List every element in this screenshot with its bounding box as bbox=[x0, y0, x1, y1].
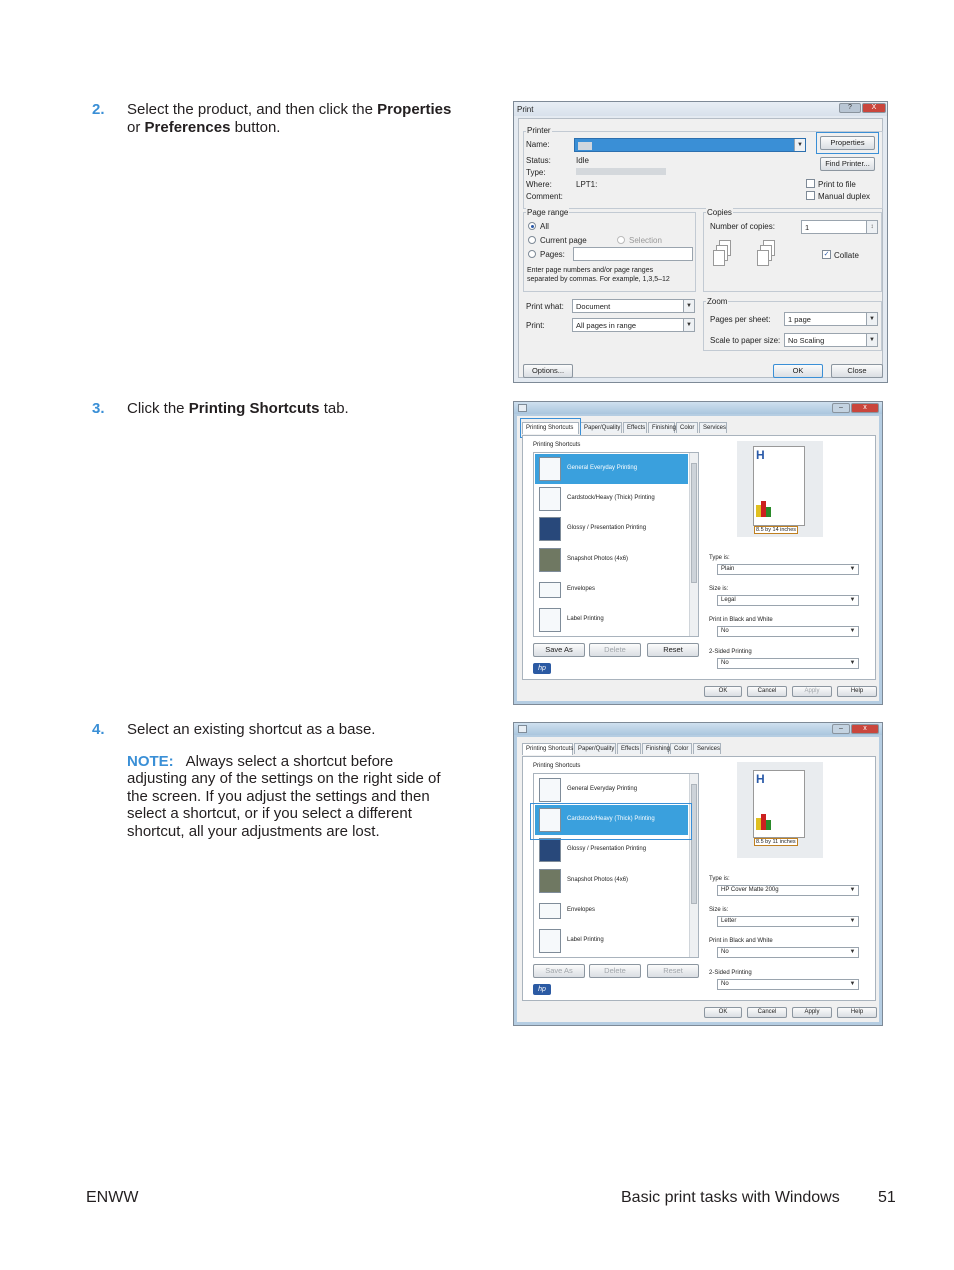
collate-label: Collate bbox=[834, 251, 859, 260]
reset-button[interactable]: Reset bbox=[647, 964, 699, 978]
close-icon[interactable]: X bbox=[862, 103, 886, 113]
manual-duplex-checkbox[interactable] bbox=[806, 191, 815, 200]
list-item-label: General Everyday Printing bbox=[567, 786, 638, 792]
list-item[interactable] bbox=[535, 454, 688, 484]
note-text: Always select a shortcut before adjusting any of the settings on the right side of the screen. If you adjust the settings and then select a shortcut, or if you select a different shortcut, all your adjustments are lost. bbox=[127, 752, 441, 840]
size-label: Size is: bbox=[709, 907, 729, 913]
hp-logo: hp bbox=[533, 663, 551, 674]
scroll-thumb[interactable] bbox=[691, 463, 697, 583]
title-bar bbox=[514, 102, 887, 116]
photo-icon bbox=[539, 869, 561, 893]
printer-name-select[interactable] bbox=[574, 138, 806, 152]
pages-radio[interactable] bbox=[528, 250, 536, 258]
list-item-label: Label Printing bbox=[567, 937, 604, 943]
document-icon bbox=[539, 487, 561, 511]
print-to-file-label: Print to file bbox=[818, 180, 856, 189]
scrollbar[interactable] bbox=[689, 774, 698, 957]
chevron-down-icon: ▼ bbox=[794, 139, 805, 151]
step-text-part: button. bbox=[230, 118, 281, 136]
dialog-title: Print bbox=[517, 105, 534, 114]
step-number: 2. bbox=[92, 101, 105, 118]
type-value: Plain bbox=[721, 566, 735, 572]
photo-icon bbox=[539, 548, 561, 572]
heading-glyph: H bbox=[756, 448, 765, 462]
apply-button[interactable]: Apply bbox=[792, 686, 832, 697]
tab-paper-quality[interactable]: Paper/Quality bbox=[574, 743, 616, 754]
print-select[interactable] bbox=[572, 318, 695, 332]
list-item[interactable] bbox=[535, 775, 688, 805]
chevron-down-icon: ▼ bbox=[866, 334, 877, 346]
two-sided-value: No bbox=[721, 981, 729, 987]
bw-value: No bbox=[721, 628, 729, 634]
delete-button[interactable]: Delete bbox=[589, 964, 641, 978]
chevron-down-icon: ▼ bbox=[849, 566, 856, 572]
all-label: All bbox=[540, 222, 549, 231]
printer-icon bbox=[518, 725, 527, 733]
chevron-down-icon: ▼ bbox=[683, 319, 694, 331]
collate-checkbox[interactable]: ✓ bbox=[823, 251, 830, 258]
print-what-value: Document bbox=[576, 302, 611, 311]
help-button[interactable]: Help bbox=[837, 686, 877, 697]
title-bar bbox=[514, 723, 882, 735]
type-value: HP Cover Matte 200g bbox=[721, 887, 779, 893]
heading-glyph: H bbox=[756, 772, 765, 786]
two-sided-value: No bbox=[721, 660, 729, 666]
pages-hint: separated by commas. For example, 1,3,5–12 bbox=[527, 276, 670, 283]
preferences-term: Preferences bbox=[144, 118, 231, 136]
tab-color[interactable]: Color bbox=[670, 743, 692, 754]
shortcuts-list[interactable] bbox=[533, 773, 699, 958]
list-item[interactable] bbox=[535, 484, 688, 514]
type-label: Type is: bbox=[709, 555, 730, 561]
step-text-part: tab. bbox=[319, 400, 349, 417]
minimize-icon[interactable]: – bbox=[832, 724, 850, 734]
chevron-down-icon: ▼ bbox=[849, 981, 856, 987]
selection-label: Selection bbox=[629, 236, 662, 245]
redacted-type bbox=[576, 168, 666, 175]
properties-dialog bbox=[513, 722, 883, 1026]
current-page-radio[interactable] bbox=[528, 236, 536, 244]
options-button[interactable]: Options... bbox=[523, 364, 573, 378]
dialog-body bbox=[517, 737, 879, 1022]
pages-per-sheet-value: 1 page bbox=[788, 315, 811, 324]
label-sheet-icon bbox=[539, 929, 561, 953]
list-item-label: Label Printing bbox=[567, 616, 604, 622]
ok-button[interactable]: OK bbox=[704, 1007, 742, 1018]
tab-services[interactable]: Services bbox=[699, 422, 727, 433]
two-sided-label: 2-Sided Printing bbox=[709, 649, 752, 655]
close-icon[interactable]: x bbox=[851, 724, 879, 734]
tab-color[interactable]: Color bbox=[676, 422, 698, 433]
name-label: Name: bbox=[526, 140, 550, 149]
step-text-part: or bbox=[127, 118, 145, 136]
list-item[interactable] bbox=[535, 514, 688, 544]
step-text-part: Select the product, and then click the bbox=[127, 101, 378, 118]
size-select[interactable] bbox=[717, 595, 859, 606]
page-number: 51 bbox=[878, 1189, 896, 1206]
chevron-down-icon: ▼ bbox=[866, 313, 877, 325]
scroll-thumb[interactable] bbox=[691, 784, 697, 904]
collate-pages-icon bbox=[713, 240, 733, 274]
list-item[interactable] bbox=[535, 575, 688, 605]
tab-panel bbox=[522, 435, 876, 680]
cancel-button[interactable]: Cancel bbox=[747, 686, 787, 697]
zoom-label: Zoom bbox=[707, 297, 728, 306]
scale-label: Scale to paper size: bbox=[710, 336, 781, 345]
step-text-part: Select an existing shortcut as a base. bbox=[127, 721, 376, 738]
tab-effects[interactable]: Effects bbox=[623, 422, 647, 433]
scale-select[interactable] bbox=[784, 333, 878, 347]
type-select[interactable] bbox=[717, 885, 859, 896]
properties-dialog bbox=[513, 401, 883, 705]
dialog-body bbox=[517, 416, 879, 701]
close-icon[interactable]: x bbox=[851, 403, 879, 413]
list-item-label: Snapshot Photos (4x6) bbox=[567, 556, 629, 562]
step-number: 4. bbox=[92, 721, 105, 738]
list-item-label: Cardstock/Heavy (Thick) Printing bbox=[567, 495, 655, 501]
page-range-label: Page range bbox=[527, 208, 569, 217]
help-button[interactable]: Help bbox=[837, 1007, 877, 1018]
scrollbar[interactable] bbox=[689, 453, 698, 636]
chevron-down-icon: ▼ bbox=[683, 300, 694, 312]
properties-term: Properties bbox=[377, 101, 452, 118]
shortcuts-list-title: Printing Shortcuts bbox=[533, 442, 581, 448]
printer-icon bbox=[578, 142, 592, 150]
step-text bbox=[127, 721, 457, 840]
print-what-label: Print what: bbox=[526, 302, 564, 311]
tab-strip bbox=[522, 743, 874, 757]
list-item-label: Snapshot Photos (4x6) bbox=[567, 877, 629, 883]
shortcuts-list[interactable] bbox=[533, 452, 699, 637]
size-badge: 8.5 by 14 inches bbox=[756, 527, 797, 533]
list-item-label: Envelopes bbox=[567, 586, 596, 592]
chart-glyph bbox=[766, 820, 771, 830]
print-value: All pages in range bbox=[576, 321, 637, 330]
cancel-button[interactable]: Cancel bbox=[747, 1007, 787, 1018]
bw-value: No bbox=[721, 949, 729, 955]
status-label: Status: bbox=[526, 156, 551, 165]
presentation-icon bbox=[539, 838, 561, 862]
delete-button[interactable]: Delete bbox=[589, 643, 641, 657]
document-icon bbox=[539, 457, 561, 481]
save-as-button[interactable]: Save As bbox=[533, 643, 585, 657]
list-item[interactable] bbox=[535, 545, 688, 575]
size-value: Legal bbox=[721, 597, 736, 603]
bw-label: Print in Black and White bbox=[709, 617, 773, 623]
close-button[interactable]: Close bbox=[831, 364, 883, 378]
pages-input[interactable] bbox=[573, 247, 693, 261]
size-badge: 8.5 by 11 inches bbox=[756, 839, 796, 845]
note bbox=[127, 753, 457, 841]
chevron-down-icon: ▼ bbox=[849, 887, 856, 893]
tab-effects[interactable]: Effects bbox=[617, 743, 641, 754]
print-label: Print: bbox=[526, 321, 545, 330]
print-dialog bbox=[513, 101, 888, 383]
step-text bbox=[127, 400, 457, 418]
chart-glyph bbox=[766, 507, 771, 517]
all-radio[interactable] bbox=[528, 222, 536, 230]
chevron-down-icon: ▼ bbox=[849, 949, 856, 955]
list-item-label: Glossy / Presentation Printing bbox=[567, 525, 647, 531]
step-text bbox=[127, 101, 457, 136]
tab-printing-shortcuts[interactable]: Printing Shortcuts bbox=[522, 422, 579, 434]
page-preview bbox=[737, 762, 823, 858]
current-page-label: Current page bbox=[540, 236, 587, 245]
tab-printing-shortcuts[interactable]: Printing Shortcuts bbox=[522, 743, 573, 755]
shortcuts-list-title: Printing Shortcuts bbox=[533, 763, 581, 769]
title-bar bbox=[514, 402, 882, 414]
pages-label: Pages: bbox=[540, 250, 565, 259]
footer-left: ENWW bbox=[86, 1189, 139, 1206]
size-value: Letter bbox=[721, 918, 737, 924]
tab-services[interactable]: Services bbox=[693, 743, 721, 754]
step-text-part: Click the bbox=[127, 400, 189, 417]
chevron-down-icon: ▼ bbox=[849, 597, 856, 603]
selection-radio[interactable] bbox=[617, 236, 625, 244]
chevron-down-icon: ▼ bbox=[849, 918, 856, 924]
printer-group-label: Printer bbox=[527, 126, 551, 135]
bw-select[interactable] bbox=[717, 626, 859, 637]
size-select[interactable] bbox=[717, 916, 859, 927]
list-item-label: General Everyday Printing bbox=[567, 465, 638, 471]
copies-count-label: Number of copies: bbox=[710, 222, 775, 231]
find-printer-button[interactable]: Find Printer... bbox=[820, 157, 875, 171]
print-what-select[interactable] bbox=[572, 299, 695, 313]
print-to-file-checkbox[interactable] bbox=[806, 179, 815, 188]
chevron-down-icon: ▼ bbox=[849, 660, 856, 666]
comment-label: Comment: bbox=[526, 192, 563, 201]
pages-hint: Enter page numbers and/or page ranges bbox=[527, 267, 654, 274]
printer-icon bbox=[518, 404, 527, 412]
where-value: LPT1: bbox=[576, 180, 598, 189]
list-item-label: Envelopes bbox=[567, 907, 596, 913]
envelope-icon bbox=[539, 582, 561, 598]
two-sided-select[interactable] bbox=[717, 658, 859, 669]
where-label: Where: bbox=[526, 180, 552, 189]
highlight-box bbox=[530, 803, 692, 840]
type-label: Type: bbox=[526, 168, 546, 177]
type-select[interactable] bbox=[717, 564, 859, 575]
list-item[interactable] bbox=[535, 926, 688, 956]
help-icon[interactable]: ? bbox=[839, 103, 861, 113]
tab-paper-quality[interactable]: Paper/Quality bbox=[580, 422, 622, 433]
pages-per-sheet-select[interactable] bbox=[784, 312, 878, 326]
reset-button[interactable]: Reset bbox=[647, 643, 699, 657]
two-sided-select[interactable] bbox=[717, 979, 859, 990]
spinner-icon[interactable]: ↕ bbox=[866, 221, 877, 233]
status-value: Idle bbox=[576, 156, 589, 165]
tab-finishing[interactable]: Finishing bbox=[642, 743, 669, 754]
page-preview bbox=[737, 441, 823, 537]
size-label: Size is: bbox=[709, 586, 729, 592]
collate-pages-icon bbox=[757, 240, 777, 274]
step-number: 3. bbox=[92, 400, 105, 417]
ok-button[interactable]: OK bbox=[773, 364, 823, 378]
bw-label: Print in Black and White bbox=[709, 938, 773, 944]
chevron-down-icon: ▼ bbox=[849, 628, 856, 634]
label-sheet-icon bbox=[539, 608, 561, 632]
copies-input[interactable] bbox=[801, 220, 878, 234]
two-sided-label: 2-Sided Printing bbox=[709, 970, 752, 976]
hp-logo: hp bbox=[533, 984, 551, 995]
dialog-body bbox=[518, 118, 883, 378]
list-item[interactable] bbox=[535, 896, 688, 926]
apply-button[interactable]: Apply bbox=[792, 1007, 832, 1018]
copies-value: 1 bbox=[805, 223, 810, 232]
printing-shortcuts-term: Printing Shortcuts bbox=[188, 400, 320, 417]
ok-button[interactable]: OK bbox=[704, 686, 742, 697]
pages-per-sheet-label: Pages per sheet: bbox=[710, 315, 771, 324]
minimize-icon[interactable]: – bbox=[832, 403, 850, 413]
document-icon bbox=[539, 778, 561, 802]
list-item[interactable] bbox=[535, 866, 688, 896]
type-label: Type is: bbox=[709, 876, 730, 882]
tab-finishing[interactable]: Finishing bbox=[648, 422, 675, 433]
copies-label: Copies bbox=[707, 208, 732, 217]
presentation-icon bbox=[539, 517, 561, 541]
note-label: NOTE: bbox=[127, 752, 174, 770]
tab-panel bbox=[522, 756, 876, 1001]
list-item-label: Cardstock/Heavy (Thick) Printing bbox=[567, 816, 655, 822]
bw-select[interactable] bbox=[717, 947, 859, 958]
list-item-label: Glossy / Presentation Printing bbox=[567, 846, 647, 852]
list-item[interactable] bbox=[535, 605, 688, 635]
manual-duplex-label: Manual duplex bbox=[818, 192, 871, 201]
properties-button[interactable]: Properties bbox=[820, 136, 875, 150]
envelope-icon bbox=[539, 903, 561, 919]
footer-section: Basic print tasks with Windows bbox=[621, 1189, 840, 1206]
scale-value: No Scaling bbox=[788, 336, 825, 345]
save-as-button[interactable]: Save As bbox=[533, 964, 585, 978]
